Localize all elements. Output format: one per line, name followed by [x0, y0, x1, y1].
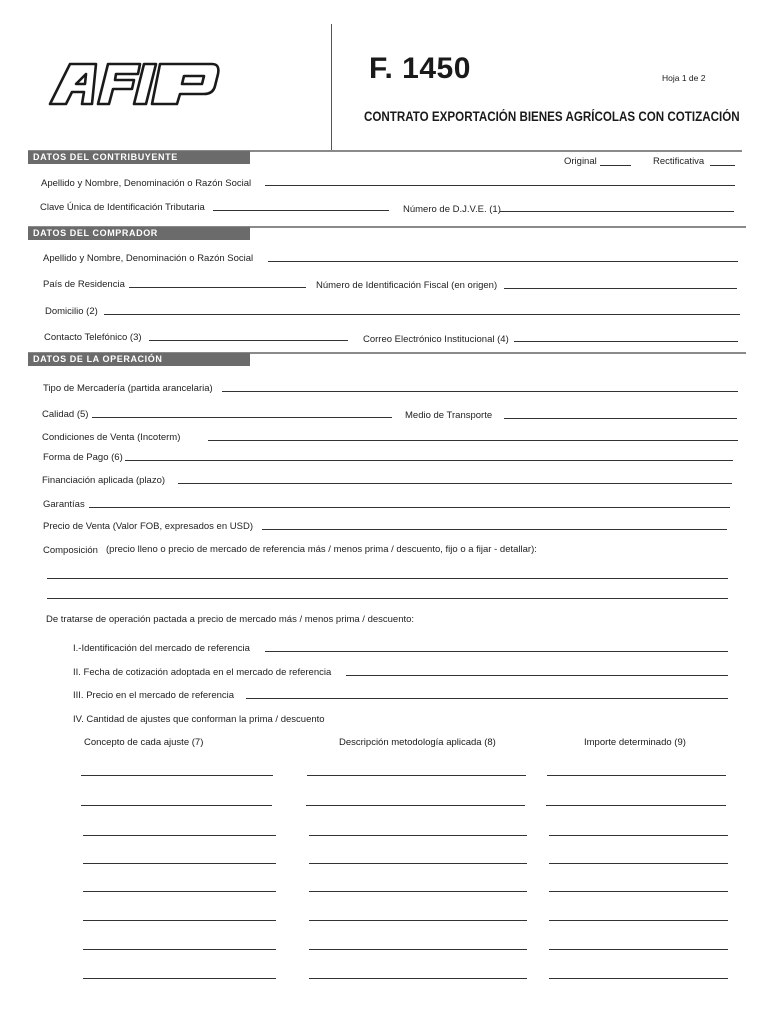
- pais-label: País de Residencia: [43, 279, 125, 290]
- ajuste-descripcion-field[interactable]: [309, 863, 527, 864]
- ajuste-descripcion-field[interactable]: [307, 775, 526, 776]
- transporte-label: Medio de Transporte: [405, 410, 493, 421]
- ajuste-descripcion-field[interactable]: [309, 920, 527, 921]
- correo-label: Correo Electrónico Institucional (4): [363, 334, 509, 345]
- ajuste-importe-field[interactable]: [549, 978, 728, 979]
- domicilio-field[interactable]: [104, 314, 740, 315]
- forma-pago-field[interactable]: [125, 460, 733, 461]
- rectificativa-field[interactable]: [710, 165, 735, 166]
- rectificativa-label: Rectificativa: [653, 156, 705, 167]
- garantias-label: Garantías: [43, 499, 85, 510]
- original-field[interactable]: [600, 165, 631, 166]
- pais-field[interactable]: [129, 287, 306, 288]
- item-iii-label: III. Precio en el mercado de referencia: [73, 690, 235, 701]
- section-header-contribuyente: DATOS DEL CONTRIBUYENTE: [28, 151, 250, 164]
- ajuste-importe-field[interactable]: [546, 805, 726, 806]
- item-iv-label: IV. Cantidad de ajustes que conforman la prima / descuento: [73, 714, 325, 725]
- correo-field[interactable]: [514, 341, 738, 342]
- ajuste-importe-field[interactable]: [549, 949, 728, 950]
- nif-label: Número de Identificación Fiscal (en origen): [316, 280, 498, 291]
- ajuste-concepto-field[interactable]: [83, 835, 276, 836]
- ajuste-descripcion-field[interactable]: [309, 978, 527, 979]
- original-label: Original: [564, 156, 597, 167]
- ajuste-concepto-field[interactable]: [81, 805, 272, 806]
- sheet-indicator: Hoja 1 de 2: [662, 73, 706, 83]
- header-divider: [331, 24, 332, 150]
- contribuyente-apellido-field[interactable]: [265, 185, 735, 186]
- item-ii-field[interactable]: [346, 675, 728, 676]
- nif-field[interactable]: [504, 288, 737, 289]
- comprador-apellido-field[interactable]: [268, 261, 738, 262]
- ajuste-importe-field[interactable]: [549, 835, 728, 836]
- precio-label: Precio de Venta (Valor FOB, expresados en USD): [43, 521, 253, 532]
- financiacion-field[interactable]: [178, 483, 732, 484]
- djve-field[interactable]: [500, 211, 734, 212]
- precio-field[interactable]: [262, 529, 727, 530]
- ajuste-importe-field[interactable]: [547, 775, 726, 776]
- col-importe-header: Importe determinado (9): [584, 737, 686, 748]
- cuit-label: Clave Única de Identificación Tributaria: [40, 202, 205, 213]
- ajuste-importe-field[interactable]: [549, 891, 728, 892]
- composicion-label: Composición: [43, 545, 98, 556]
- calidad-field[interactable]: [92, 417, 392, 418]
- calidad-label: Calidad (5): [42, 409, 89, 420]
- item-iii-field[interactable]: [246, 698, 728, 699]
- composicion-field-2[interactable]: [47, 598, 728, 599]
- section-header-operacion: DATOS DE LA OPERACIÓN: [28, 353, 250, 366]
- col-descripcion-header: Descripción metodología aplicada (8): [339, 737, 496, 748]
- forma-pago-label: Forma de Pago (6): [43, 452, 123, 463]
- cuit-field[interactable]: [213, 210, 389, 211]
- djve-label: Número de D.J.V.E. (1): [403, 204, 501, 215]
- financiacion-label: Financiación aplicada (plazo): [42, 475, 166, 486]
- ajuste-concepto-field[interactable]: [83, 920, 276, 921]
- ajuste-concepto-field[interactable]: [81, 775, 273, 776]
- ajuste-concepto-field[interactable]: [83, 891, 276, 892]
- comprador-apellido-label: Apellido y Nombre, Denominación o Razón Social: [43, 253, 254, 264]
- item-i-field[interactable]: [265, 651, 728, 652]
- composicion-field-1[interactable]: [47, 578, 728, 579]
- ajuste-concepto-field[interactable]: [83, 978, 276, 979]
- condiciones-field[interactable]: [208, 440, 738, 441]
- form-title: CONTRATO EXPORTACIÓN BIENES AGRÍCOLAS CON COTIZACIÓN: [364, 109, 740, 124]
- condiciones-label: Condiciones de Venta (Incoterm): [42, 432, 181, 443]
- ajuste-importe-field[interactable]: [549, 863, 728, 864]
- section-header-comprador: DATOS DEL COMPRADOR: [28, 227, 250, 240]
- domicilio-label: Domicilio (2): [45, 306, 98, 317]
- ajuste-descripcion-field[interactable]: [309, 835, 527, 836]
- item-ii-label: II. Fecha de cotización adoptada en el mercado de referencia: [73, 667, 332, 678]
- composicion-detalle: (precio lleno o precio de mercado de referencia más / menos prima / descuento, fijo o a fijar - detallar):: [106, 544, 537, 555]
- form-number: F. 1450: [369, 52, 471, 85]
- tipo-label: Tipo de Mercadería (partida arancelaria): [43, 383, 213, 394]
- garantias-field[interactable]: [89, 507, 730, 508]
- col-concepto-header: Concepto de cada ajuste (7): [84, 737, 204, 748]
- ajuste-importe-field[interactable]: [549, 920, 728, 921]
- ajuste-descripcion-field[interactable]: [306, 805, 525, 806]
- contacto-label: Contacto Telefónico (3): [44, 332, 142, 343]
- contribuyente-apellido-label: Apellido y Nombre, Denominación o Razón Social: [41, 178, 252, 189]
- transporte-field[interactable]: [504, 418, 737, 419]
- ajuste-descripcion-field[interactable]: [309, 949, 527, 950]
- afip-logo: [48, 62, 220, 106]
- item-i-label: I.-Identificación del mercado de referencia: [73, 643, 250, 654]
- de-tratarse-text: De tratarse de operación pactada a precio de mercado más / menos prima / descuento:: [46, 614, 415, 625]
- ajuste-concepto-field[interactable]: [83, 863, 276, 864]
- ajuste-descripcion-field[interactable]: [309, 891, 527, 892]
- tipo-field[interactable]: [222, 391, 738, 392]
- contacto-field[interactable]: [149, 340, 348, 341]
- ajuste-concepto-field[interactable]: [83, 949, 276, 950]
